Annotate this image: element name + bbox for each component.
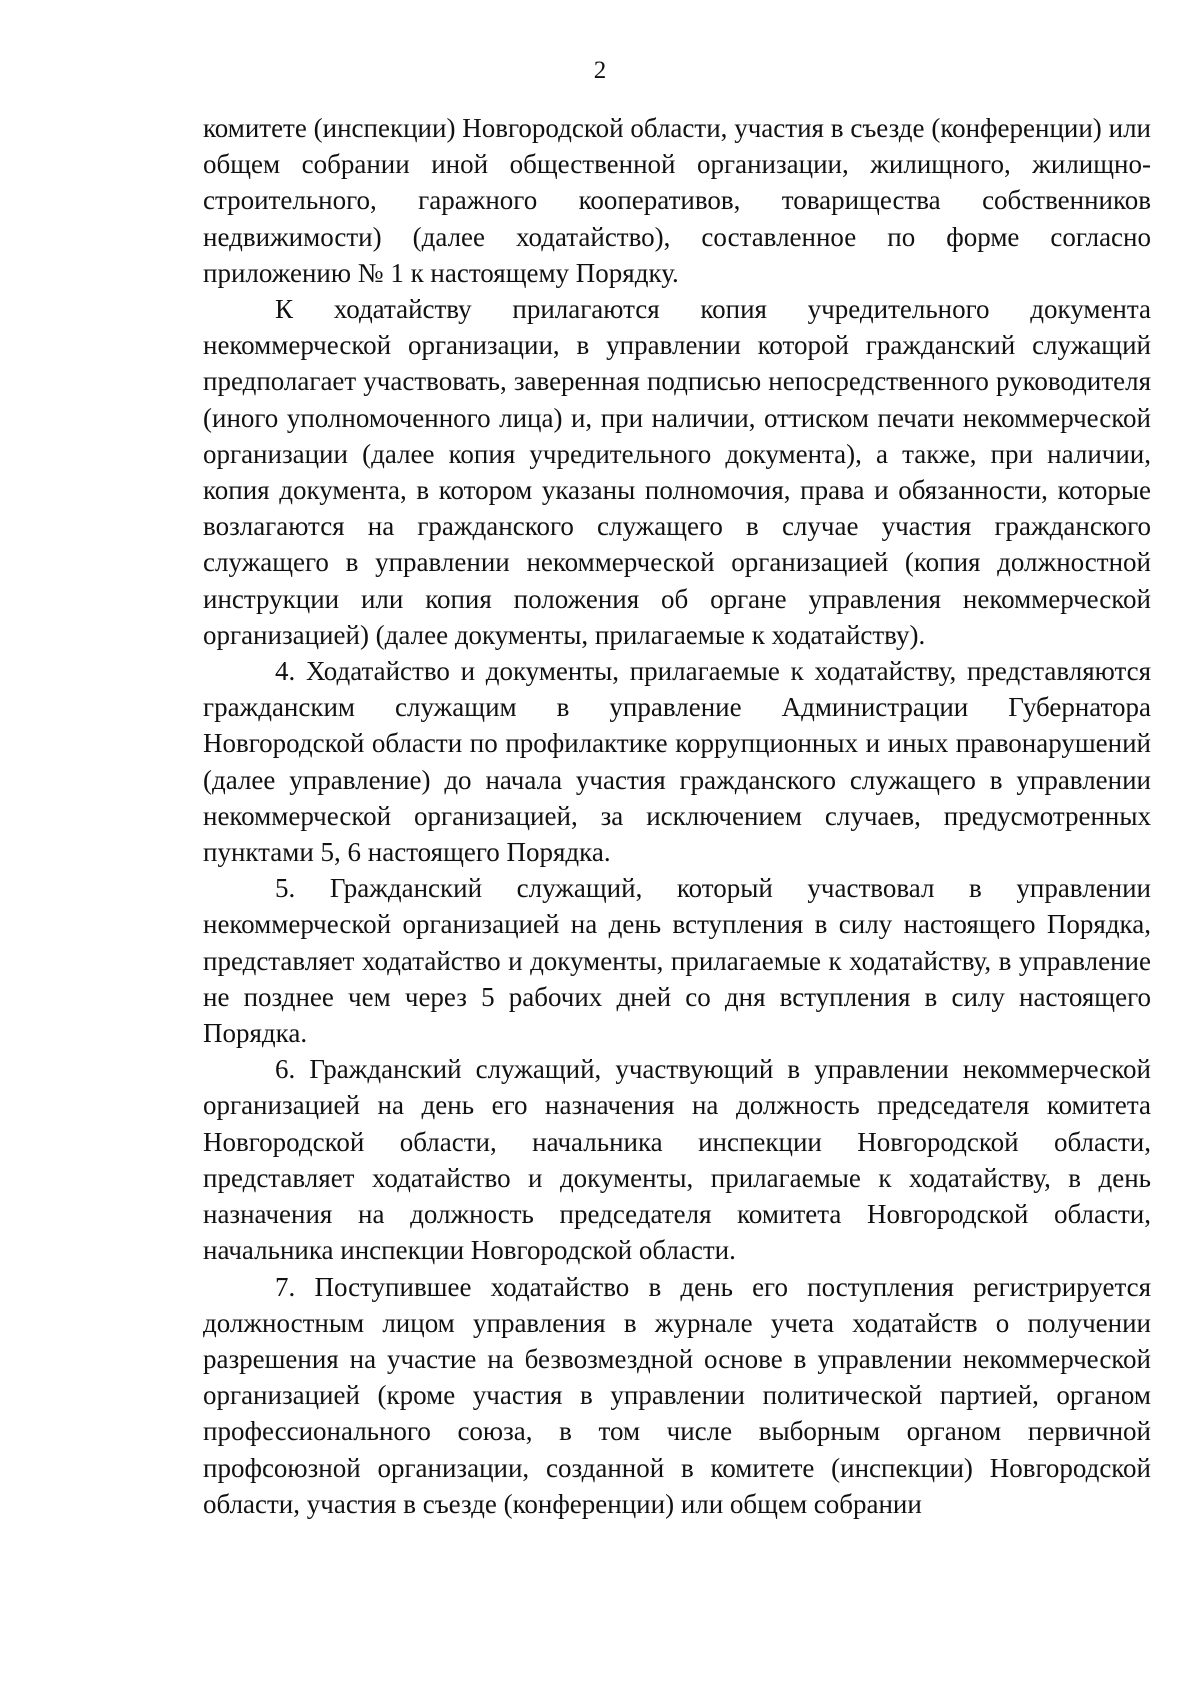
paragraph-item-7: 7. Поступившее ходатайство в день его поступления регистрируется должностным лицом управления в журнале учета ходатайств о получении разрешения на участие на безвозмездной основе в управлении некоммерческой организацией (кроме участия в управлении политической партией, органом профессионального союза, в том числе выборным органом первичной профсоюзной организации, созданной в комитете (инспекции) Новгородской области, участия в съезде (конференции) или общем собрании bbox=[203, 1271, 1151, 1519]
paragraph-continuation: комитете (инспекции) Новгородской области, участия в съезде (конференции) или общем собрании иной общественной организации, жилищного, жилищно-строительного, гаражного кооперативов, товарищества собственников недвижимости) (далее ходатайство), составленное по форме согласно приложению № 1 к настоящему Порядку. bbox=[203, 113, 1151, 288]
paragraph-item-4: 4. Ходатайство и документы, прилагаемые к ходатайству, представляются гражданским служащим в управление Администрации Губернатора Новгородской области по профилактике коррупционных и иных правонарушений (далее управление) до начала участия гражданского служащего в управлении некоммерческой организацией, за исключением случаев, предусмотренных пунктами 5, 6 настоящего Порядка. bbox=[203, 656, 1151, 868]
paragraph-item-5: 5. Гражданский служащий, который участвовал в управлении некоммерческой организацией на день вступления в силу настоящего Порядка, представляет ходатайство и документы, прилагаемые к ходатайству, в управление не позднее чем через 5 рабочих дней со дня вступления в силу настоящего Порядка. bbox=[203, 873, 1151, 1049]
page-number: 2 bbox=[593, 57, 607, 84]
paragraph-item-6: 6. Гражданский служащий, участвующий в управлении некоммерческой организацией на день его назначения на должность председателя комитета Новгородской области, начальника инспекции Новгородской области, представляет ходатайство и документы, прилагаемые к ходатайству, в день назначения на должность председателя комитета Новгородской области, начальника инспекции Новгородской области. bbox=[203, 1054, 1151, 1266]
paragraph-attachments: К ходатайству прилагаются копия учредительного документа некоммерческой организации, в управлении которой гражданский служащий предполагает участвовать, заверенная подписью непосредственного руководителя (иного уполномоченного лица) и, при наличии, оттиском печати некоммерческой организации (далее копия учредительного документа), а также, при наличии, копия документа, в котором указаны полномочия, права и обязанности, которые возлагаются на гражданского служащего в случае участия гражданского служащего в управлении некоммерческой организацией (копия должностной инструкции или копия положения об органе управления некоммерческой организацией) (далее документы, прилагаемые к ходатайству). bbox=[203, 294, 1151, 650]
document-body bbox=[203, 110, 1151, 1522]
